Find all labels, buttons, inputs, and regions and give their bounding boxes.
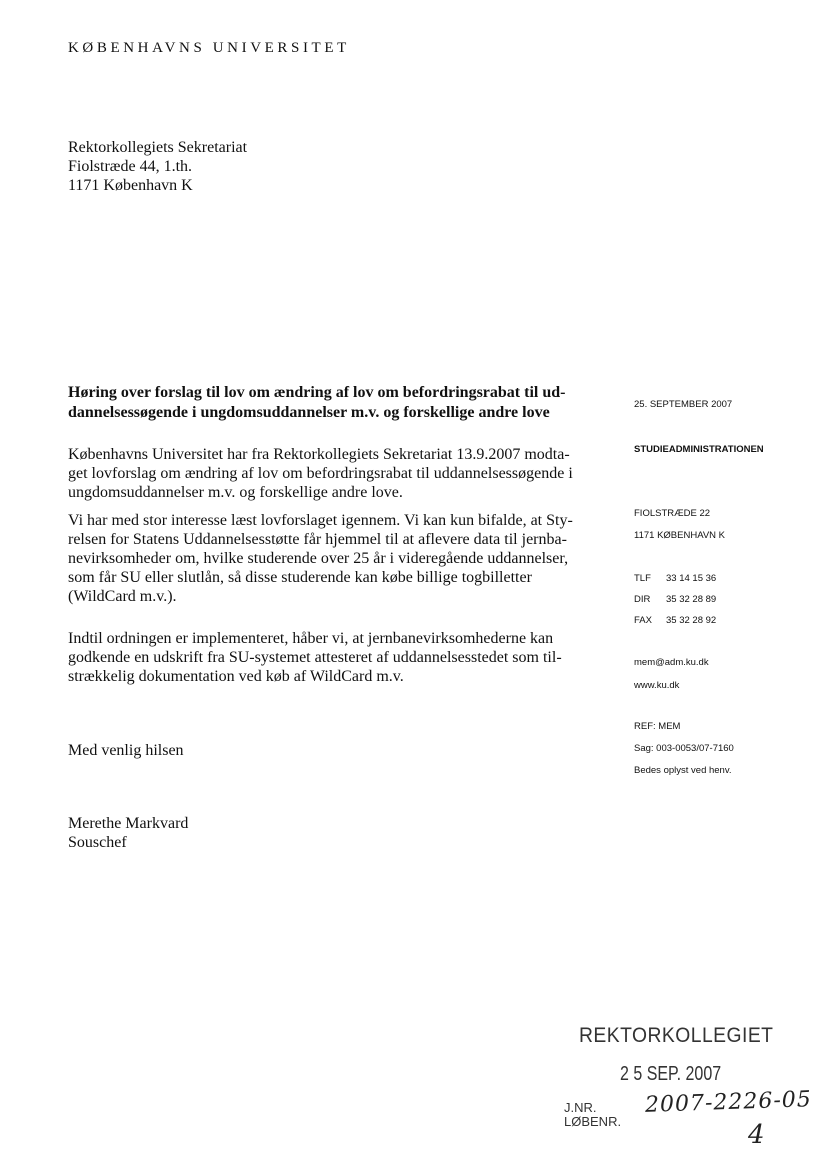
- text-line: get lovforslag om ændring af lov om befordringsrabat til uddannelsessøgende i: [68, 465, 573, 482]
- stamp-labels: [564, 1101, 621, 1129]
- signature-block: [68, 814, 188, 852]
- text-line: Københavns Universitet har fra Rektorkollegiets Sekretariat 13.9.2007 modta-: [68, 446, 570, 463]
- subject-line: dannelsessøgende i ungdomsuddannelser m.v. og forskellige andre love: [68, 404, 550, 421]
- recipient-line: Fiolstræde 44, 1.th.: [68, 158, 193, 175]
- handwritten-journal-number: 2007-2226-05: [644, 1087, 813, 1118]
- text-line: Vi har med stor interesse læst lovforslaget igennem. Vi kan kun bifalde, at Sty-: [68, 512, 573, 529]
- department: [634, 444, 764, 455]
- text-line: Indtil ordningen er implementeret, håber vi, at jernbanevirksomhederne kan: [68, 630, 554, 647]
- phone-label: TLF: [634, 573, 651, 584]
- direct-label: DIR: [634, 594, 651, 605]
- recipient-address: [68, 138, 247, 195]
- stamp-title: REKTORKOLLEGIET: [579, 1024, 774, 1047]
- letterhead: KØBENHAVNS UNIVERSITET: [68, 40, 350, 56]
- text-line: godkende en udskrift fra SU-systemet attesteret af uddannelsesstedet som til-: [68, 649, 562, 666]
- text-line: strækkelig dokumentation ved køb af WildCard m.v.: [68, 668, 404, 685]
- reference: REF: MEM: [634, 721, 681, 732]
- recipient-line: 1171 København K: [68, 177, 193, 194]
- closing: Med venlig hilsen: [68, 742, 184, 759]
- subject-line: Høring over forslag til lov om ændring af lov om befordringsrabat til ud-: [68, 384, 566, 401]
- street-address: FIOLSTRÆDE 22: [634, 508, 711, 519]
- contact-numbers: [634, 573, 754, 636]
- lobenr-label: LØBENR.: [564, 1114, 622, 1129]
- department-name: STUDIEADMINISTRATIONEN: [634, 444, 764, 455]
- direct-value: 35 32 28 89: [666, 594, 717, 605]
- paragraph-3: [68, 629, 628, 686]
- phone-value: 33 14 15 36: [666, 573, 717, 584]
- fax-label: FAX: [634, 615, 652, 626]
- jnr-label: J.NR.: [564, 1100, 597, 1115]
- text-line: (WildCard m.v.).: [68, 588, 177, 605]
- text-line: nevirksomheder om, hvilke studerende over 25 år i videregående uddannelser,: [68, 550, 569, 567]
- case-number: Sag: 003-0053/07-7160: [634, 743, 734, 754]
- signature-title: Souschef: [68, 834, 127, 851]
- email-address[interactable]: mem@adm.ku.dk: [634, 657, 709, 668]
- recipient-line: Rektorkollegiets Sekretariat: [68, 139, 248, 156]
- text-line: ungdomsuddannelser m.v. og forskellige andre love.: [68, 484, 403, 501]
- paragraph-2: [68, 511, 628, 606]
- direct-row: [634, 594, 754, 615]
- subject-heading: [68, 383, 628, 423]
- stamp-date: 2 5 SEP. 2007: [620, 1063, 722, 1085]
- fax-row: [634, 615, 754, 636]
- city-address: 1171 KØBENHAVN K: [634, 530, 725, 541]
- handwritten-serial-number: 4: [748, 1120, 765, 1150]
- text-line: relsen for Statens Uddannelsesstøtte får hjemmel til at aflevere data til jernba-: [68, 531, 567, 548]
- fax-value: 35 32 28 92: [666, 615, 717, 626]
- phone-row: [634, 573, 754, 594]
- letter-date: 25. SEPTEMBER 2007: [634, 399, 733, 410]
- reference-note: Bedes oplyst ved henv.: [634, 765, 732, 776]
- text-line: som får SU eller slutlån, så disse studerende kan købe billige togbilletter: [68, 569, 532, 586]
- signature-name: Merethe Markvard: [68, 815, 189, 832]
- website-link[interactable]: www.ku.dk: [634, 680, 680, 691]
- paragraph-1: [68, 445, 628, 502]
